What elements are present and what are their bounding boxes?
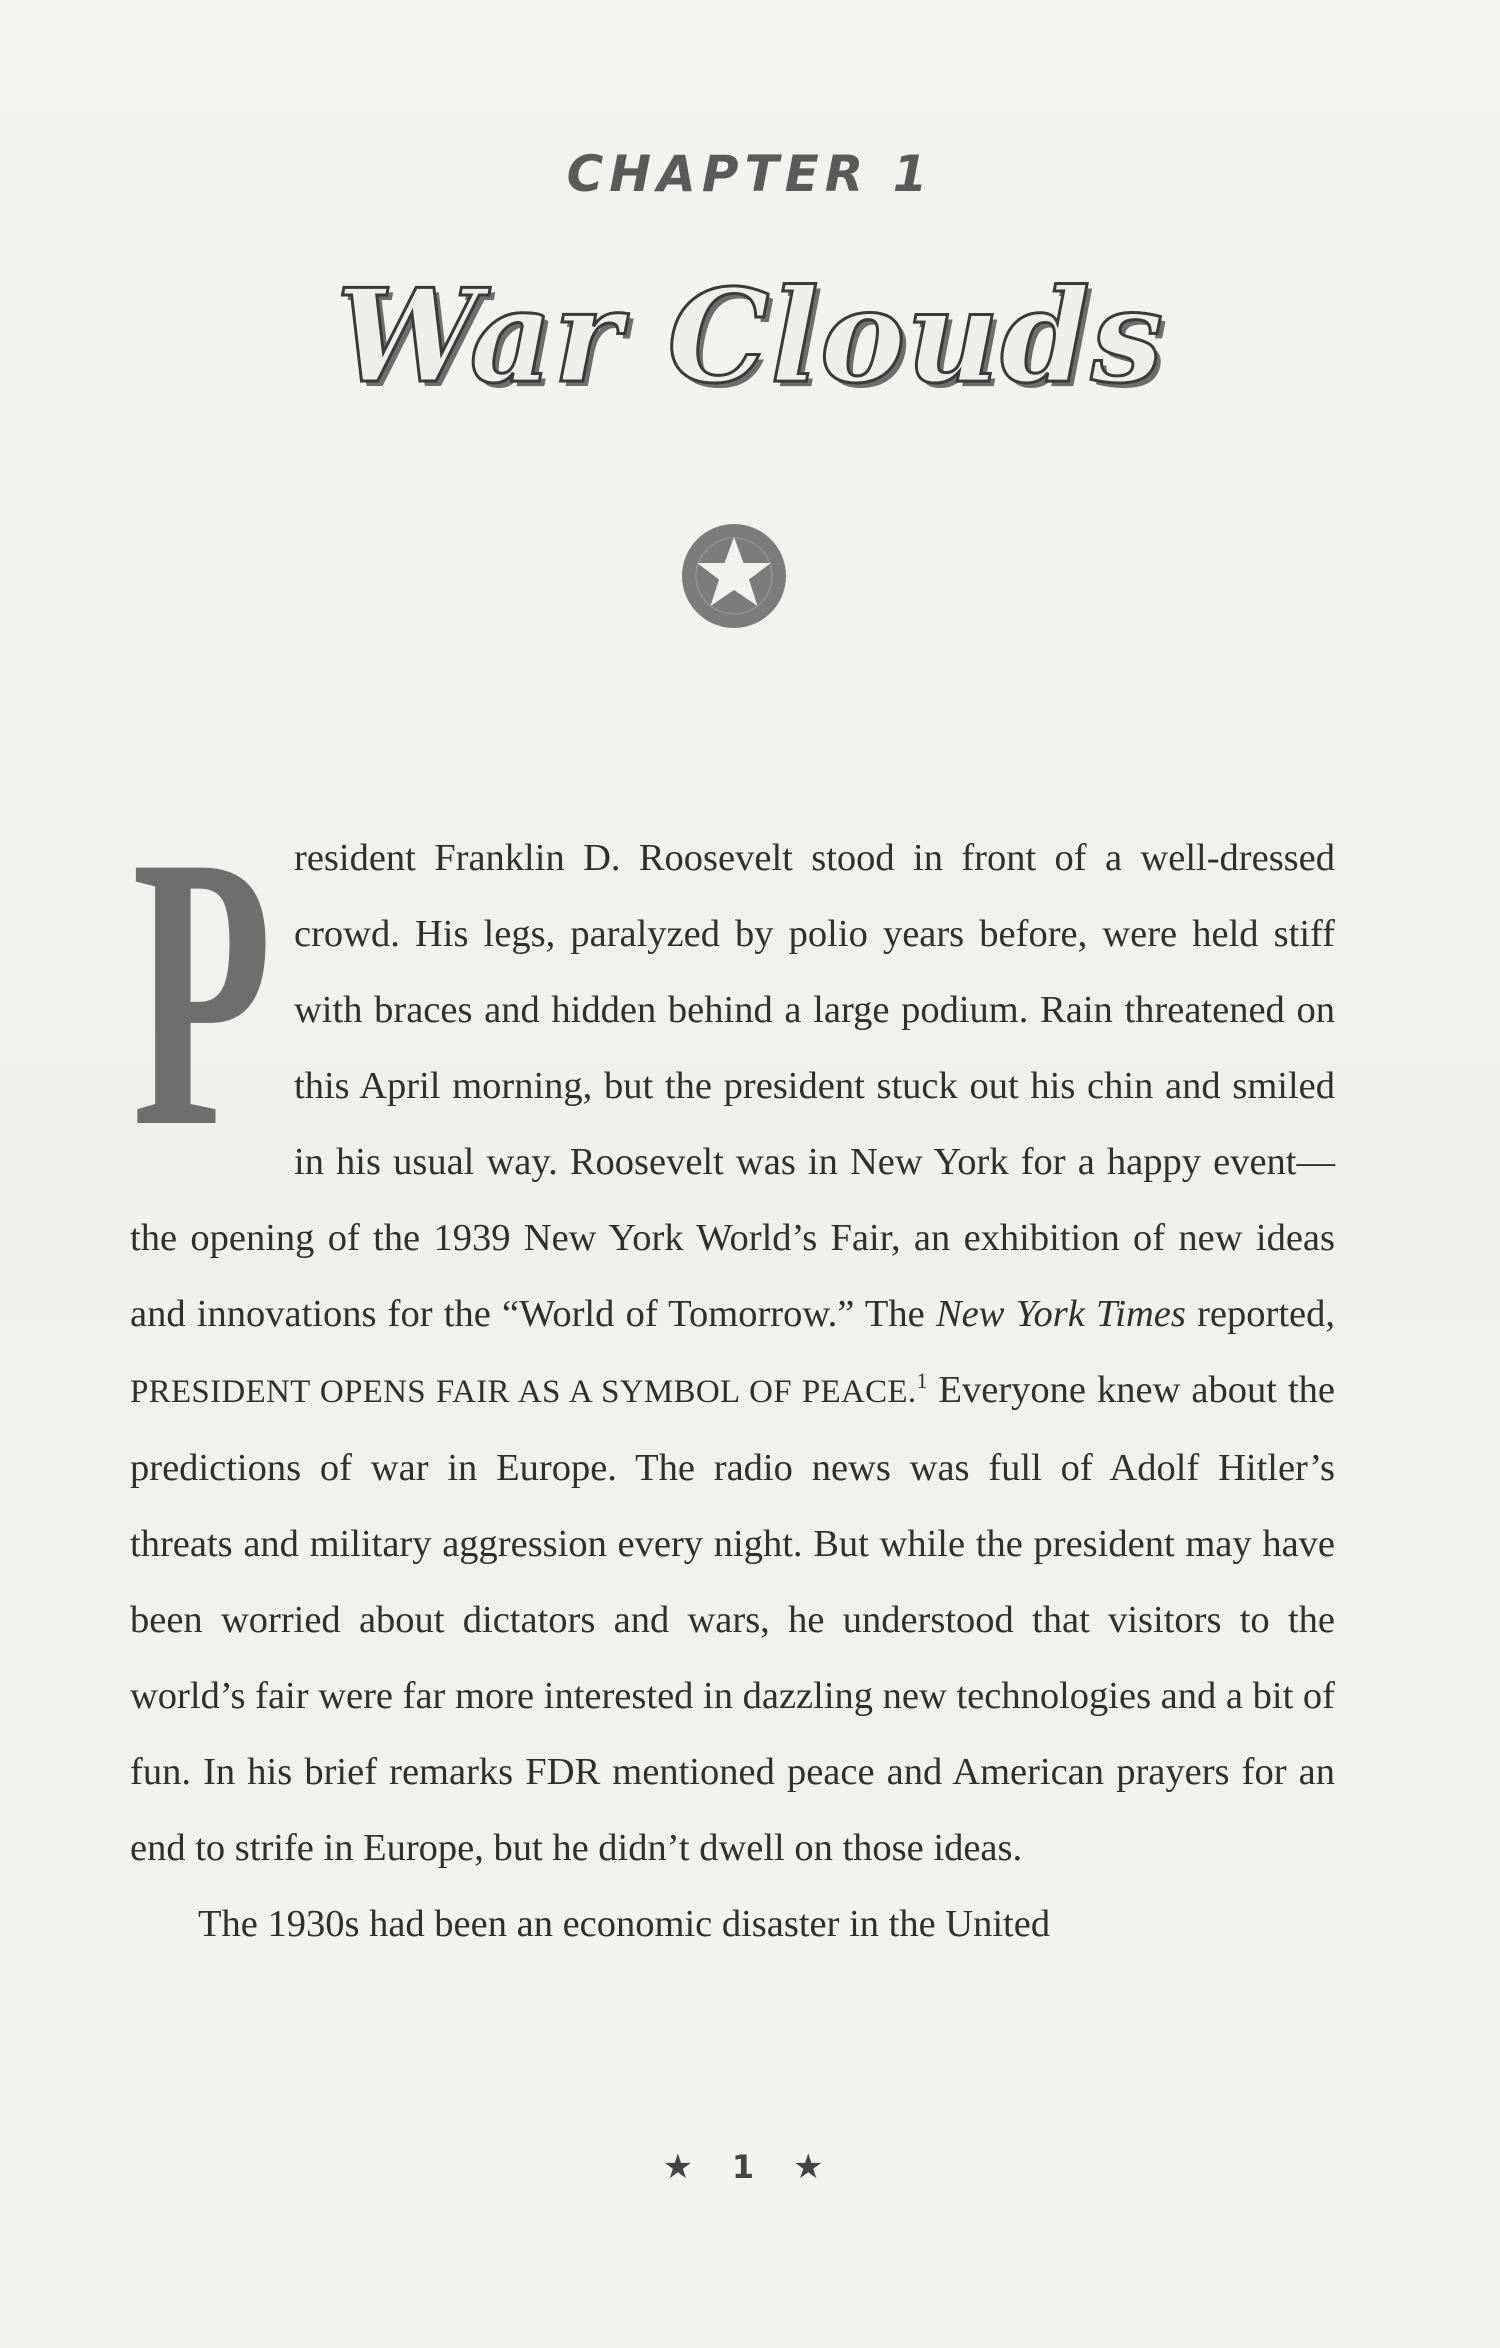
newspaper-title: New York Times: [935, 1293, 1186, 1335]
star-badge-icon: [679, 521, 789, 631]
footer-star-right-icon: ★: [792, 2147, 838, 2187]
paragraph-1: [130, 776, 1335, 1886]
paragraph-1-lead: resident Franklin D. Roosevelt stood in front of a well-dressed crowd. His legs, paralyzed by polio years before, were held stiff with braces and hidden behind a large podium. Rain threatened on this April morning, but the president stuck out his chin and smiled in his usual way. Roosevelt was in New York for a happy event—the opening of the 1939 New York World’s Fair, an exhibition of new ideas and innovations for the “World of Tomorrow.” The: [130, 837, 1335, 1335]
paragraph-2: The 1930s had been an economic disaster in the United: [198, 1903, 1051, 1945]
page-footer: [0, 2147, 1500, 2187]
footnote-marker: 1: [916, 1368, 928, 1393]
footer-star-left-icon: ★: [662, 2147, 708, 2187]
chapter-title: War Clouds: [335, 262, 1165, 412]
chapter-label: CHAPTER 1: [566, 145, 934, 203]
body-text: [130, 776, 1335, 1962]
page-number: 1: [731, 2148, 769, 2186]
newspaper-headline: PRESIDENT OPENS FAIR AS A SYMBOL OF PEACE.: [130, 1374, 917, 1410]
dropcap-glyph: P: [132, 776, 272, 1208]
paragraph-1-rest: Everyone knew about the predictions of war in Europe. The radio news was full of Adolf Hitler’s threats and military aggression every night. But while the president may have been worried about dictators and wars, he understood that visitors to the world’s fair were far more interested in dazzling new technologies and a bit of fun. In his brief remarks FDR mentioned peace and American prayers for an end to strife in Europe, but he didn’t dwell on those ideas.: [130, 1369, 1335, 1869]
dropcap-letter: [130, 776, 280, 1208]
paragraph-1-reported: reported,: [1185, 1293, 1335, 1335]
